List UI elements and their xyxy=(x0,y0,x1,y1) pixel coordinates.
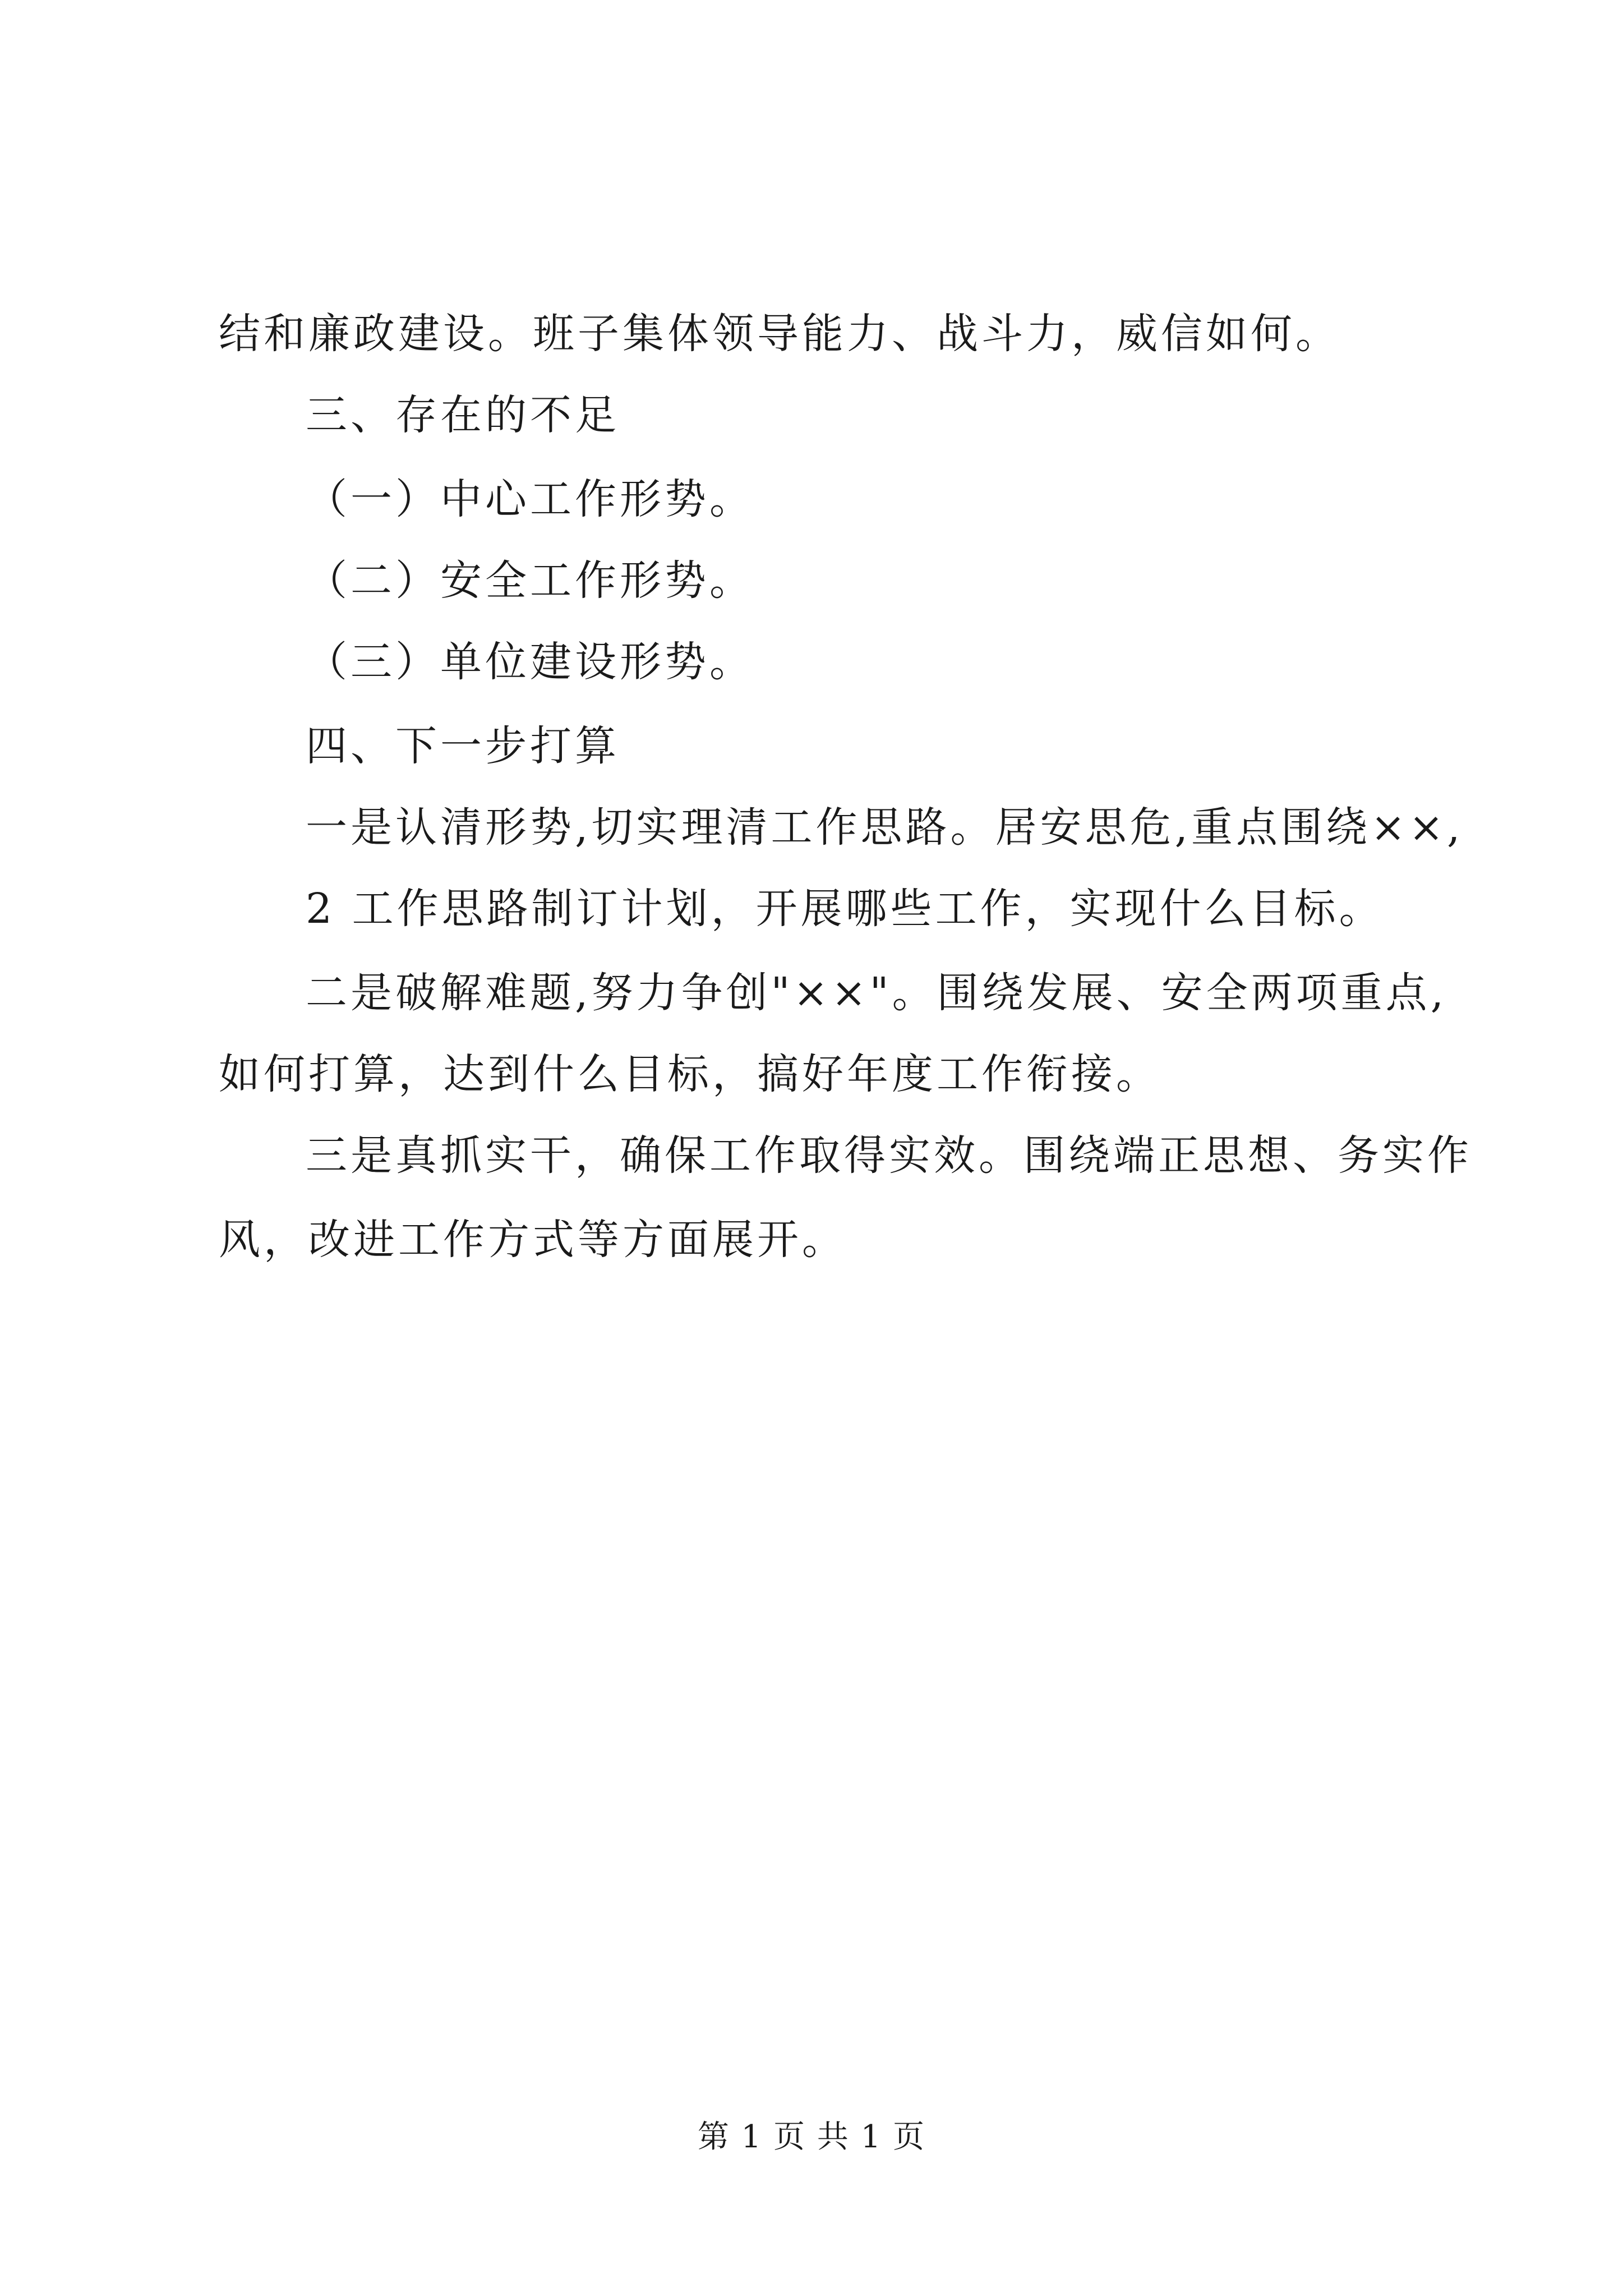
subsection-item: （一）中心工作形势。 xyxy=(306,475,754,523)
paragraph-line: 如何打算，达到什么目标，搞好年度工作衔接。 xyxy=(219,1050,1161,1098)
page-footer: 第 1 页 共 1 页 xyxy=(697,2119,926,2155)
subsection-item: （二）安全工作形势。 xyxy=(306,556,754,605)
paragraph-line: 二是破解难题,努力争创"××"。围绕发展、安全两项重点, xyxy=(306,969,1447,1017)
paragraph-line: 风，改进工作方式等方面展开。 xyxy=(219,1216,847,1264)
paragraph-line: 一是认清形势,切实理清工作思路。居安思危,重点围绕××, xyxy=(306,803,1464,852)
paragraph-line: 三是真抓实干，确保工作取得实效。围绕端正思想、务实作 xyxy=(306,1131,1472,1180)
paragraph-line: 结和廉政建设。班子集体领导能力、战斗力，威信如何。 xyxy=(219,310,1340,358)
paragraph-line: 2 工作思路制订计划，开展哪些工作，实现什么目标。 xyxy=(306,885,1384,933)
section-heading: 三、存在的不足 xyxy=(306,391,620,439)
subsection-item: （三）单位建设形势。 xyxy=(306,638,754,686)
section-heading: 四、下一步打算 xyxy=(306,722,620,770)
